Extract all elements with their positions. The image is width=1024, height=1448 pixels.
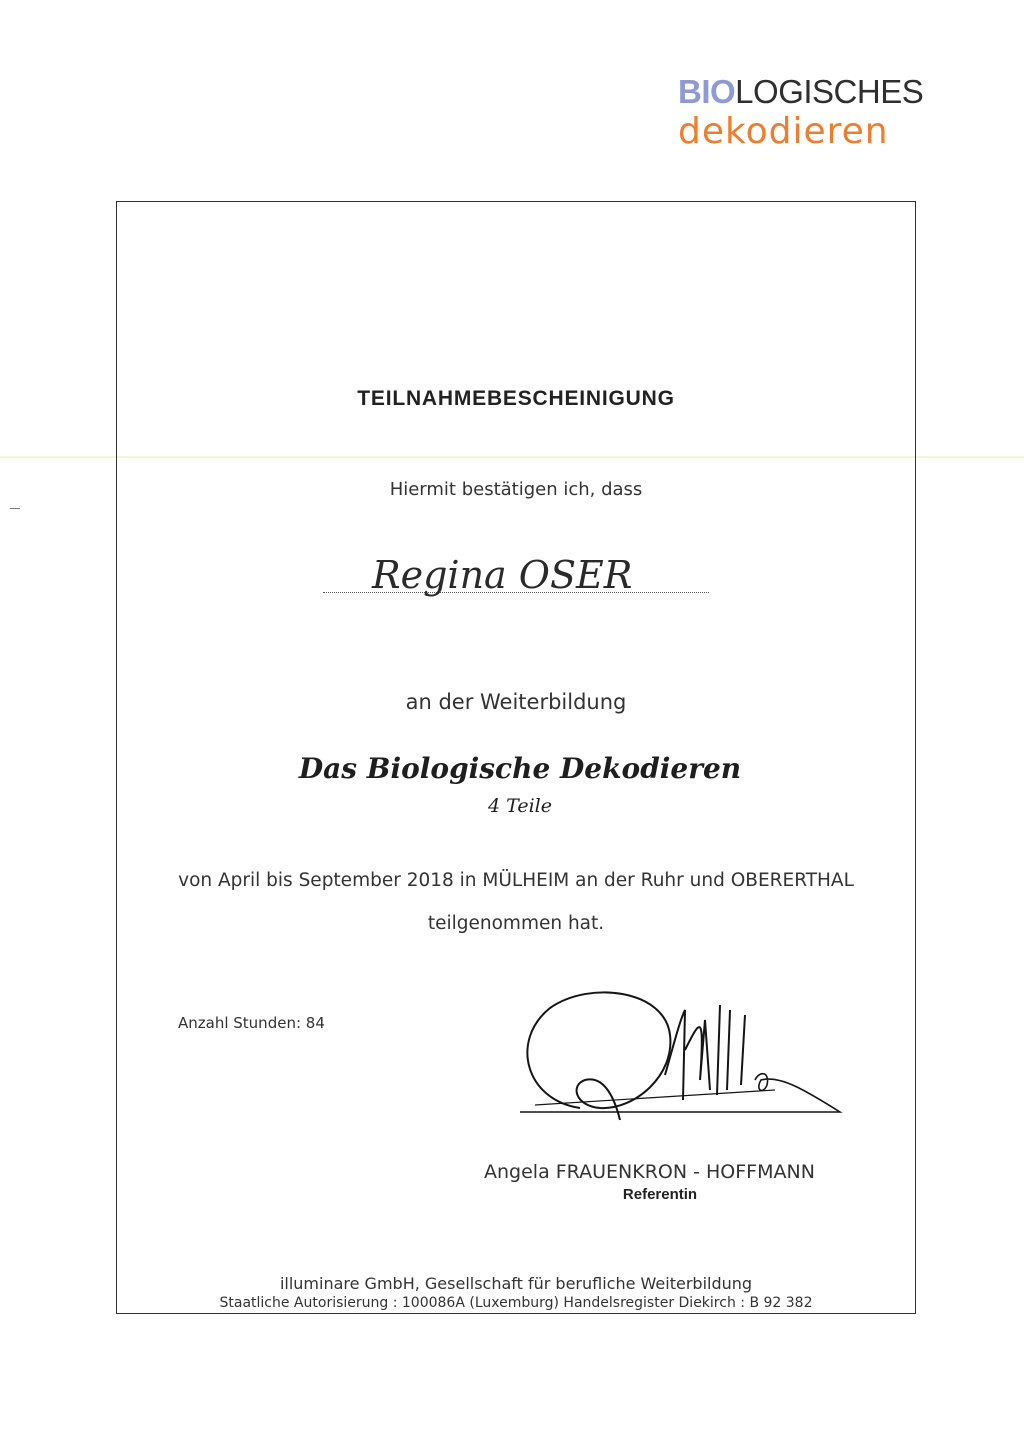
logo-logisches: LOGISCHES xyxy=(735,73,924,110)
signer-name: Angela FRAUENKRON - HOFFMANN xyxy=(484,1161,815,1183)
logo-bio: BIO xyxy=(678,73,736,110)
margin-mark xyxy=(10,508,20,509)
hours-text: Anzahl Stunden: 84 xyxy=(178,1014,325,1032)
logo-wordmark xyxy=(678,72,923,112)
signature xyxy=(505,980,855,1140)
course-parts: 4 Teile xyxy=(488,795,552,817)
participant-name: Regina OSER xyxy=(372,553,633,597)
intro-text: Hiermit bestätigen ich, dass xyxy=(389,479,643,500)
logo-dekodieren: dekodieren xyxy=(678,111,889,152)
signer-role: Referentin xyxy=(622,1186,698,1203)
brand-logo xyxy=(676,70,956,152)
course-intro-text: an der Weiterbildung xyxy=(405,690,627,714)
course-title-handwritten xyxy=(298,740,742,830)
dates-location-text: von April bis September 2018 in MÜLHEIM an der Ruhr und OBERERTHAL xyxy=(178,870,854,891)
course-name: Das Biologische Dekodieren xyxy=(298,752,742,785)
company-line: illuminare GmbH, Gesellschaft für berufliche Weiterbildung xyxy=(279,1274,753,1293)
registry-line: Staatliche Autorisierung : 100086A (Luxemburg) Handelsregister Diekirch : B 92 382 xyxy=(219,1295,813,1311)
completion-text: teilgenommen hat. xyxy=(427,913,605,934)
participant-name-handwritten xyxy=(360,540,660,620)
certificate-title: TEILNAHMEBESCHEINIGUNG xyxy=(357,387,675,410)
